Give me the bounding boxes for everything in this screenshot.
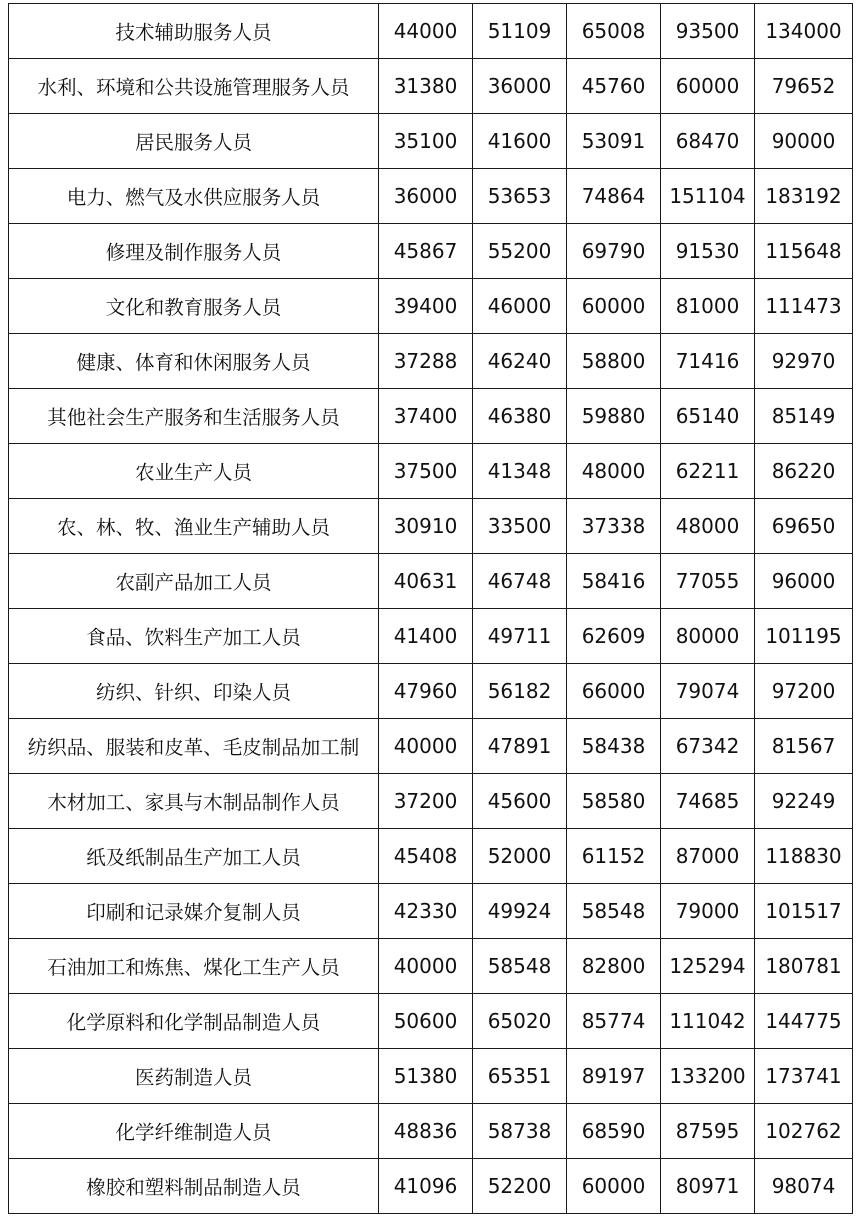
table-row	[9, 1049, 853, 1104]
value-cell: 58800	[567, 334, 661, 389]
value-cell: 35100	[379, 114, 473, 169]
value-cell: 48000	[661, 499, 755, 554]
value-cell: 180781	[755, 939, 853, 994]
value-cell: 48836	[379, 1104, 473, 1159]
value-cell: 91530	[661, 224, 755, 279]
value-cell: 45867	[379, 224, 473, 279]
value-cell: 47960	[379, 664, 473, 719]
occupation-cell: 水利、环境和公共设施管理服务人员	[9, 59, 379, 114]
value-cell: 40000	[379, 719, 473, 774]
value-cell: 41096	[379, 1159, 473, 1214]
table-row	[9, 719, 853, 774]
occupation-cell: 橡胶和塑料制品制造人员	[9, 1159, 379, 1214]
table-row	[9, 224, 853, 279]
table-row	[9, 884, 853, 939]
value-cell: 58548	[567, 884, 661, 939]
table-row	[9, 334, 853, 389]
value-cell: 37288	[379, 334, 473, 389]
value-cell: 60000	[567, 279, 661, 334]
value-cell: 46240	[473, 334, 567, 389]
value-cell: 62609	[567, 609, 661, 664]
value-cell: 33500	[473, 499, 567, 554]
occupation-cell: 纺织品、服装和皮革、毛皮制品加工制	[9, 719, 379, 774]
value-cell: 79652	[755, 59, 853, 114]
value-cell: 69790	[567, 224, 661, 279]
occupation-cell: 化学原料和化学制品制造人员	[9, 994, 379, 1049]
value-cell: 111473	[755, 279, 853, 334]
value-cell: 61152	[567, 829, 661, 884]
value-cell: 125294	[661, 939, 755, 994]
value-cell: 50600	[379, 994, 473, 1049]
value-cell: 80971	[661, 1159, 755, 1214]
occupation-cell: 食品、饮料生产加工人员	[9, 609, 379, 664]
occupation-cell: 医药制造人员	[9, 1049, 379, 1104]
value-cell: 68590	[567, 1104, 661, 1159]
occupation-cell: 石油加工和炼焦、煤化工生产人员	[9, 939, 379, 994]
value-cell: 82800	[567, 939, 661, 994]
value-cell: 37500	[379, 444, 473, 499]
occupation-cell: 印刷和记录媒介复制人员	[9, 884, 379, 939]
value-cell: 81000	[661, 279, 755, 334]
table-row	[9, 499, 853, 554]
wage-table	[8, 3, 853, 1214]
value-cell: 65008	[567, 4, 661, 59]
table-row	[9, 829, 853, 884]
value-cell: 98074	[755, 1159, 853, 1214]
value-cell: 46000	[473, 279, 567, 334]
table-row	[9, 664, 853, 719]
value-cell: 93500	[661, 4, 755, 59]
value-cell: 102762	[755, 1104, 853, 1159]
occupation-cell: 其他社会生产服务和生活服务人员	[9, 389, 379, 444]
occupation-cell: 文化和教育服务人员	[9, 279, 379, 334]
value-cell: 62211	[661, 444, 755, 499]
table-row	[9, 994, 853, 1049]
value-cell: 39400	[379, 279, 473, 334]
value-cell: 101517	[755, 884, 853, 939]
occupation-cell: 修理及制作服务人员	[9, 224, 379, 279]
table-row	[9, 1159, 853, 1214]
value-cell: 80000	[661, 609, 755, 664]
value-cell: 74685	[661, 774, 755, 829]
occupation-cell: 电力、燃气及水供应服务人员	[9, 169, 379, 224]
occupation-cell: 农业生产人员	[9, 444, 379, 499]
occupation-cell: 农、林、牧、渔业生产辅助人员	[9, 499, 379, 554]
value-cell: 44000	[379, 4, 473, 59]
value-cell: 37400	[379, 389, 473, 444]
value-cell: 42330	[379, 884, 473, 939]
value-cell: 31380	[379, 59, 473, 114]
table-row	[9, 59, 853, 114]
occupation-cell: 技术辅助服务人员	[9, 4, 379, 59]
value-cell: 133200	[661, 1049, 755, 1104]
value-cell: 65140	[661, 389, 755, 444]
table-row	[9, 1104, 853, 1159]
value-cell: 85149	[755, 389, 853, 444]
table-row	[9, 169, 853, 224]
value-cell: 65351	[473, 1049, 567, 1104]
value-cell: 49924	[473, 884, 567, 939]
value-cell: 87000	[661, 829, 755, 884]
table-row	[9, 4, 853, 59]
table-body	[9, 4, 853, 1214]
value-cell: 92970	[755, 334, 853, 389]
occupation-cell: 纺织、针织、印染人员	[9, 664, 379, 719]
value-cell: 87595	[661, 1104, 755, 1159]
table-row	[9, 389, 853, 444]
value-cell: 134000	[755, 4, 853, 59]
value-cell: 52000	[473, 829, 567, 884]
value-cell: 46748	[473, 554, 567, 609]
value-cell: 37200	[379, 774, 473, 829]
value-cell: 97200	[755, 664, 853, 719]
value-cell: 46380	[473, 389, 567, 444]
occupation-cell: 纸及纸制品生产加工人员	[9, 829, 379, 884]
value-cell: 40000	[379, 939, 473, 994]
value-cell: 45600	[473, 774, 567, 829]
value-cell: 41600	[473, 114, 567, 169]
value-cell: 51380	[379, 1049, 473, 1104]
value-cell: 45408	[379, 829, 473, 884]
value-cell: 144775	[755, 994, 853, 1049]
value-cell: 173741	[755, 1049, 853, 1104]
value-cell: 101195	[755, 609, 853, 664]
value-cell: 58548	[473, 939, 567, 994]
value-cell: 45760	[567, 59, 661, 114]
table-row	[9, 774, 853, 829]
table-row	[9, 279, 853, 334]
value-cell: 151104	[661, 169, 755, 224]
value-cell: 65020	[473, 994, 567, 1049]
value-cell: 81567	[755, 719, 853, 774]
table-row	[9, 939, 853, 994]
value-cell: 69650	[755, 499, 853, 554]
value-cell: 60000	[661, 59, 755, 114]
value-cell: 92249	[755, 774, 853, 829]
value-cell: 77055	[661, 554, 755, 609]
value-cell: 37338	[567, 499, 661, 554]
value-cell: 49711	[473, 609, 567, 664]
value-cell: 36000	[379, 169, 473, 224]
value-cell: 36000	[473, 59, 567, 114]
value-cell: 115648	[755, 224, 853, 279]
value-cell: 58580	[567, 774, 661, 829]
value-cell: 68470	[661, 114, 755, 169]
table-row	[9, 609, 853, 664]
value-cell: 30910	[379, 499, 473, 554]
value-cell: 85774	[567, 994, 661, 1049]
value-cell: 47891	[473, 719, 567, 774]
value-cell: 67342	[661, 719, 755, 774]
value-cell: 52200	[473, 1159, 567, 1214]
value-cell: 53653	[473, 169, 567, 224]
value-cell: 55200	[473, 224, 567, 279]
value-cell: 79074	[661, 664, 755, 719]
occupation-cell: 农副产品加工人员	[9, 554, 379, 609]
value-cell: 86220	[755, 444, 853, 499]
occupation-cell: 健康、体育和休闲服务人员	[9, 334, 379, 389]
value-cell: 60000	[567, 1159, 661, 1214]
occupation-cell: 居民服务人员	[9, 114, 379, 169]
table-row	[9, 444, 853, 499]
value-cell: 89197	[567, 1049, 661, 1104]
value-cell: 41348	[473, 444, 567, 499]
value-cell: 96000	[755, 554, 853, 609]
value-cell: 79000	[661, 884, 755, 939]
value-cell: 53091	[567, 114, 661, 169]
value-cell: 111042	[661, 994, 755, 1049]
value-cell: 71416	[661, 334, 755, 389]
occupation-cell: 化学纤维制造人员	[9, 1104, 379, 1159]
value-cell: 40631	[379, 554, 473, 609]
value-cell: 118830	[755, 829, 853, 884]
value-cell: 58738	[473, 1104, 567, 1159]
value-cell: 58416	[567, 554, 661, 609]
value-cell: 58438	[567, 719, 661, 774]
occupation-cell: 木材加工、家具与木制品制作人员	[9, 774, 379, 829]
value-cell: 90000	[755, 114, 853, 169]
table-row	[9, 114, 853, 169]
value-cell: 74864	[567, 169, 661, 224]
table-row	[9, 554, 853, 609]
value-cell: 41400	[379, 609, 473, 664]
value-cell: 59880	[567, 389, 661, 444]
value-cell: 56182	[473, 664, 567, 719]
value-cell: 51109	[473, 4, 567, 59]
value-cell: 66000	[567, 664, 661, 719]
value-cell: 48000	[567, 444, 661, 499]
value-cell: 183192	[755, 169, 853, 224]
